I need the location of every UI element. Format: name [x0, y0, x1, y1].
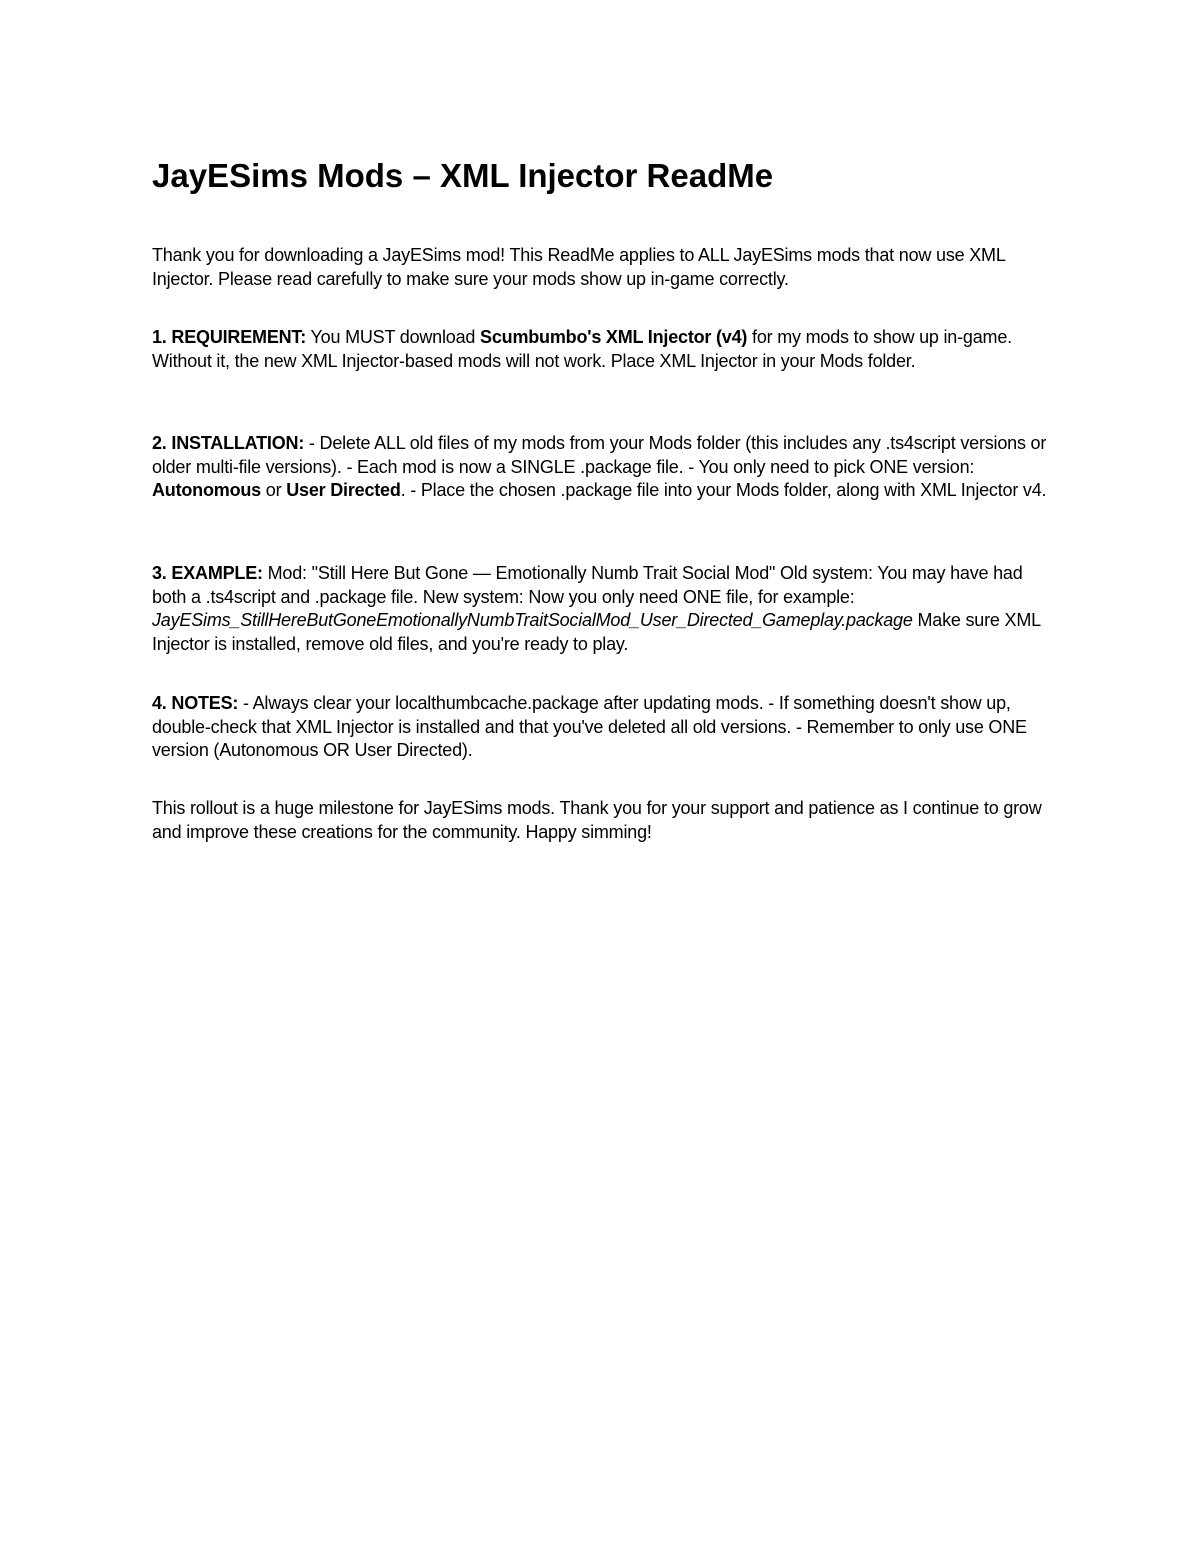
requirement-paragraph: [152, 326, 1052, 373]
installation-label: 2. INSTALLATION:: [152, 433, 305, 453]
installation-text-c: . - Place the chosen .package file into your Mods folder, along with XML Injector v4.: [400, 480, 1047, 500]
notes-text-a: - Always clear your localthumbcache.package after updating mods. - If something doesn't show up, double-check that XML Injector is installed and that you've deleted all old versions. - Remember to only use ONE version (Autonomous OR User Directed).: [152, 693, 1027, 760]
document-title: JayESims Mods – XML Injector ReadMe: [152, 157, 774, 194]
installation-text-a: - Delete ALL old files of my mods from your Mods folder (this includes any .ts4script versions or older multi-file versions). - Each mod is now a SINGLE .package file. - You only need to pick ONE version:: [152, 433, 1047, 477]
requirement-text-b: for my mods to show up in-game. Without it, the new XML Injector-based mods will not work. Place XML Injector in your Mods folder.: [152, 327, 1012, 371]
installation-text-b: or: [260, 480, 287, 500]
requirement-label: 1. REQUIREMENT:: [152, 327, 307, 347]
installation-paragraph: [152, 432, 1052, 503]
example-paragraph: [152, 562, 1052, 656]
example-label: 3. EXAMPLE:: [152, 563, 263, 583]
installation-user-directed: User Directed: [286, 480, 401, 500]
example-text-b: Make sure XML Injector is installed, remove old files, and you're ready to play.: [152, 610, 1041, 654]
notes-label: 4. NOTES:: [152, 693, 239, 713]
example-text-a: Mod: "Still Here But Gone — Emotionally Numb Trait Social Mod" Old system: You may have had both a .ts4script and .package file. New system: Now you only need ONE file, for example:: [152, 563, 1023, 607]
outro-paragraph: This rollout is a huge milestone for JayESims mods. Thank you for your support and patience as I continue to grow and improve these creations for the community. Happy simming!: [152, 798, 1042, 842]
example-filename: JayESims_StillHereButGoneEmotionallyNumbTraitSocialMod_User_Directed_Gameplay.package: [152, 610, 913, 630]
requirement-text-a: You MUST download: [306, 327, 481, 347]
intro-paragraph: Thank you for downloading a JayESims mod! This ReadMe applies to ALL JayESims mods that now use XML Injector. Please read carefully to make sure your mods show up in-game correctly.: [152, 245, 1005, 289]
installation-autonomous: Autonomous: [152, 480, 261, 500]
notes-paragraph: [152, 692, 1052, 763]
requirement-injector-name: Scumbumbo's XML Injector (v4): [480, 327, 748, 347]
